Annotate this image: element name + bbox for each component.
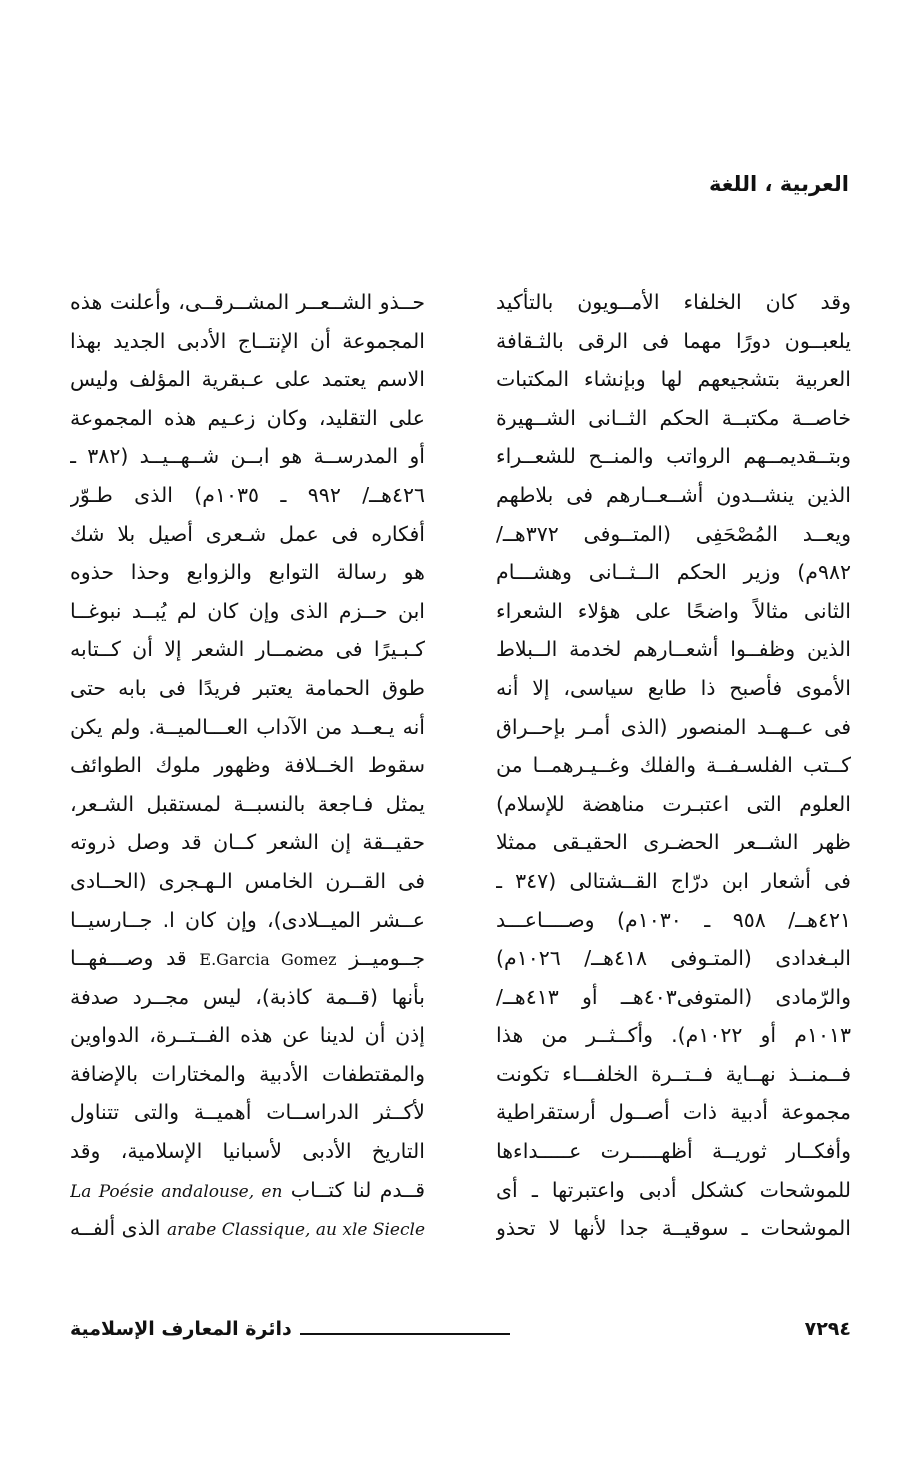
text-line: الثانى مثالاً واضحًا على هؤلاء الشعراء: [496, 598, 851, 623]
text-line: الأموى فأصبح ذا طابع سياسى، إلا أنه: [496, 675, 851, 700]
text-line: حــذو الشــعــر المشــرقــى، وأعلنت هذه: [70, 290, 425, 314]
running-header: العربية ، اللغة: [708, 172, 849, 196]
arabic-text: جــوميــز: [349, 946, 425, 971]
text-line: [70, 939, 425, 978]
text-line: طوق الحمامة يعتبر فريدًا فى بابه حتى: [70, 675, 425, 700]
text-line: وقد كان الخلفاء الأمــويون بالتأكيد: [496, 290, 851, 314]
text-line: فــمنــذ نهــاية فــتــرة الخلفـــاء تكونت: [496, 1061, 851, 1086]
text-line: الذين ينشــدون أشــعــارهم فى بلاطهم: [496, 482, 851, 507]
right-text-column: [496, 283, 851, 1248]
arabic-text: قــدم لنا كتــاب: [290, 1177, 425, 1202]
text-line: ٤٢٦هــ/ ٩٩٢ ـ ١٠٣٥م) الذى طـوّر: [70, 482, 425, 507]
page-footer: [70, 1318, 851, 1348]
text-line: وبتــقديمــهم الرواتب والمنــح للشعــراء: [496, 444, 851, 469]
text-line: وأفكــار ثوريــة أظهـــــرت عـــــداءها: [496, 1139, 851, 1164]
text-line: [70, 1171, 425, 1210]
text-line: يلعبــون دورًا مهما فى الرقى بالثـقافة: [496, 328, 851, 353]
text-line: العلوم التى اعتبـرت مناهضة للإسلام): [496, 791, 851, 816]
text-line: التاريخ الأدبى لأسبانيا الإسلامية، وقد: [70, 1139, 425, 1164]
text-line: لأكــثر الدراســات أهميــة والتى تتناول: [70, 1100, 425, 1125]
text-line: أو المدرســة هو ابــن شــهــيــد (٣٨٢ ـ: [70, 444, 425, 469]
footer-title: دائرة المعارف الإسلامية: [70, 1318, 292, 1340]
text-line: كـبـيرًا فى مضمــار الشعر إلا أن كــتابه: [70, 637, 425, 662]
text-line: المجموعة أن الإنتــاج الأدبى الجديد بهذا: [70, 328, 425, 353]
text-line: البـغدادى (المتـوفى ٤١٨هــ/ ١٠٢٦م): [496, 946, 851, 971]
text-line: حقيــقة إن الشعر كــان قد وصل ذروته: [70, 830, 425, 855]
text-line: سقوط الخــلافة وظهور ملوك الطوائف: [70, 753, 425, 778]
text-line: ظهر الشــعر الحضـرى الحقيـقى ممثلا: [496, 830, 851, 855]
text-line: يمثل فـاجعة بالنسبــة لمستقبل الشـعر،: [70, 791, 425, 816]
text-line: ويعــد المُصْحَفِى (المتــوفى ٣٧٢هــ/: [496, 521, 851, 546]
text-line: خاصــة مكتبــة الحكم الثــانى الشــهيرة: [496, 405, 851, 430]
text-line: أفكاره فى عمل شـعرى أصيل بلا شك: [70, 521, 425, 546]
text-line: الموشحات ـ سوقيــة جدا لأنها لا تحذو: [496, 1216, 851, 1241]
text-line: فى أشعار ابن درّاج القــشتالى (٣٤٧ ـ: [496, 868, 851, 893]
left-text-column: [70, 283, 425, 1248]
text-line: ٩٨٢م) وزير الحكم الــثــانى وهشـــام: [496, 560, 851, 585]
arabic-text: الذى ألفــه: [70, 1216, 161, 1241]
text-line: إذن أن لدينا عن هذه الفــتــرة، الدواوين: [70, 1023, 425, 1048]
text-line: عــشر الميــلادى)، وإن كان ا. جــارسيــا: [70, 907, 425, 932]
arabic-text: قد وصـــفهــا: [70, 946, 187, 971]
text-line: والرّمادى (المتوفى٤٠٣هــ أو ٤١٣هــ/: [496, 984, 851, 1009]
text-line: ابن حــزم الذى وإن كان لم يُبــد نبوغــا: [70, 598, 425, 623]
latin-text: La Poésie andalouse, en: [70, 1181, 283, 1202]
text-line: الاسم يعتمد على عـبقرية المؤلف وليس: [70, 367, 425, 392]
text-line: للموشحات كشكل أدبى واعتبرتها ـ أى: [496, 1177, 851, 1202]
text-line: على التقليد، وكان زعـيم هذه المجموعة: [70, 405, 425, 430]
text-line: [70, 1209, 425, 1248]
latin-text: E.Garcia Gomez: [199, 950, 337, 970]
text-line: أنه يـعــد من الآداب العـــالميــة. ولم يكن: [70, 714, 425, 739]
text-line: الذين وظفــوا أشعــارهم لخدمة الــبلاط: [496, 637, 851, 662]
text-line: بأنها (قــمة كاذبة)، ليس مجــرد صدفة: [70, 984, 425, 1009]
text-line: فى القــرن الخامس الـهـجرى (الحــادى: [70, 868, 425, 893]
footer-divider: [300, 1333, 510, 1335]
page-number: ٧٢٩٤: [804, 1318, 851, 1340]
text-line: هو رسالة التوابع والزوابع وحذا حذوه: [70, 560, 425, 585]
text-line: والمقتطفات الأدبية والمختارات بالإضافة: [70, 1061, 425, 1086]
latin-text: arabe Classique, au xle Siecle: [166, 1220, 425, 1241]
text-line: فى عــهــد المنصور (الذى أمـر بإحــراق: [496, 714, 851, 739]
text-line: العربية بتشجيعهم لها وبإنشاء المكتبات: [496, 367, 851, 392]
text-line: ١٠١٣م أو ١٠٢٢م). وأكــثــر من هذا: [496, 1023, 851, 1048]
text-line: مجموعة أدبية ذات أصــول أرستقراطية: [496, 1100, 851, 1125]
text-line: كــتب الفلسـفــة والفلك وغــيـرهمــا من: [496, 753, 851, 778]
text-line: ٤٢١هــ/ ٩٥٨ ـ ١٠٣٠م) وصــــاعـــد: [496, 907, 851, 932]
